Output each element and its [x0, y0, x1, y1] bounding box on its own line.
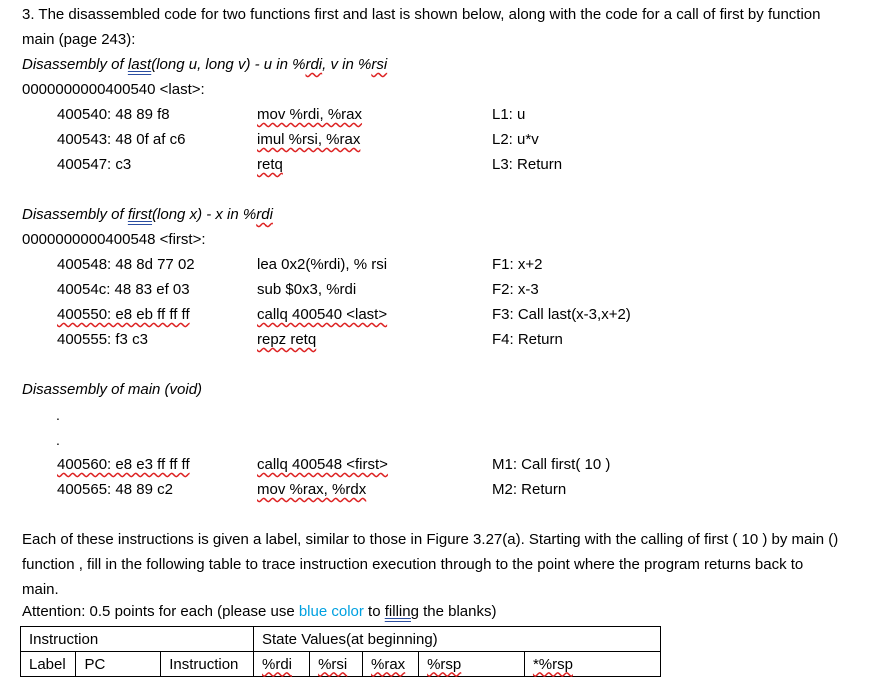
first-row-0-note: F1: x+2 [492, 256, 543, 273]
first-heading-name: first [127, 206, 153, 223]
attention-prefix: Attention: 0.5 points for each (please use [22, 603, 299, 620]
col-deref-rsp-text: *%rsp [532, 655, 573, 673]
main-ellipsis-2: . [56, 432, 60, 448]
attention-note [22, 602, 496, 622]
attention-blue-text: blue color [298, 603, 364, 620]
last-row-1-note: L2: u*v [492, 131, 539, 148]
first-row-3-note: F4: Return [492, 331, 563, 348]
first-label: 0000000000400548 <first>: [22, 231, 206, 248]
col-rsp-text: %rsp [427, 655, 462, 673]
main-heading: Disassembly of main (void) [22, 381, 203, 398]
col-label: Label [21, 652, 76, 677]
last-heading [22, 55, 387, 75]
last-heading-rdi: rdi [305, 56, 323, 73]
col-rax-text: %rax [371, 655, 406, 673]
first-row-3-instr: repz retq [257, 331, 317, 348]
first-heading-sig: (long x) - x in % [152, 206, 257, 223]
trace-table-header-row [21, 627, 661, 652]
main-row-0-instr: callq 400548 <first> [257, 456, 388, 473]
trace-table-column-row [21, 652, 661, 677]
last-heading-sig: (long u, long v) - u in % [151, 56, 306, 73]
paragraph-line-1: Each of these instructions is given a label, similar to those in Figure 3.27(a). Starting with the calling of first ( 10 ) by main () [22, 531, 839, 548]
last-row-2-instr: retq [257, 156, 283, 173]
col-rsi [310, 652, 363, 677]
first-row-1-addr: 40054c: 48 83 ef 03 [57, 281, 190, 298]
instructions-paragraph [22, 527, 862, 602]
last-row-1-instr: imul %rsi, %rax [257, 131, 361, 148]
col-rax [363, 652, 419, 677]
first-heading-rdi: rdi [256, 206, 273, 223]
main-row-0-addr: 400560: e8 e3 ff ff ff [57, 456, 190, 473]
main-row-1-addr: 400565: 48 89 c2 [57, 481, 173, 498]
main-ellipsis-1: . [56, 407, 60, 423]
first-row-2-note: F3: Call last(x-3,x+2) [492, 306, 631, 323]
last-heading-mid: , v in % [322, 56, 372, 73]
first-row-2-instr: callq 400540 <last> [257, 306, 388, 323]
first-row-2-addr: 400550: e8 eb ff ff ff [57, 306, 190, 323]
header-state-values: State Values(at beginning) [254, 627, 661, 652]
col-deref-rsp [524, 652, 660, 677]
first-row-0-addr: 400548: 48 8d 77 02 [57, 256, 195, 273]
last-heading-name: last [127, 56, 152, 73]
main-row-0-note: M1: Call first( 10 ) [492, 456, 611, 473]
main-row-1-note: M2: Return [492, 481, 567, 498]
attention-middle: to [363, 603, 385, 620]
question-intro-line-1: 3. The disassembled code for two functions first and last is shown below, along with the code for a call of first by function [22, 6, 821, 23]
question-intro-line-2: main (page 243): [22, 31, 136, 48]
col-pc: PC [76, 652, 161, 677]
first-row-3-addr: 400555: f3 c3 [57, 331, 148, 348]
last-heading-rsi: rsi [371, 56, 388, 73]
col-rsp [419, 652, 525, 677]
last-row-2-note: L3: Return [492, 156, 563, 173]
col-rdi [254, 652, 310, 677]
last-row-0-addr: 400540: 48 89 f8 [57, 106, 170, 123]
trace-table [20, 626, 661, 677]
attention-filling: filling [384, 603, 419, 620]
paragraph-line-2: function , fill in the following table to trace instruction execution through to the point where the program returns back to [22, 556, 804, 573]
last-label: 0000000000400540 <last>: [22, 81, 205, 98]
col-instruction: Instruction [161, 652, 254, 677]
last-row-0-instr: mov %rdi, %rax [257, 106, 363, 123]
attention-suffix: the blanks) [418, 603, 497, 620]
main-row-1-instr: mov %rax, %rdx [257, 481, 367, 498]
last-heading-prefix: Disassembly of [22, 56, 128, 73]
first-heading [22, 205, 273, 225]
header-instruction: Instruction [21, 627, 254, 652]
first-heading-prefix: Disassembly of [22, 206, 128, 223]
first-row-0-instr: lea 0x2(%rdi), % rsi [257, 256, 388, 273]
first-row-1-instr: sub $0x3, %rdi [257, 281, 357, 298]
col-rdi-text: %rdi [262, 655, 293, 673]
last-row-2-addr: 400547: c3 [57, 156, 132, 173]
paragraph-line-3: main. [22, 581, 59, 598]
first-row-1-note: F2: x-3 [492, 281, 539, 298]
last-row-1-addr: 400543: 48 0f af c6 [57, 131, 186, 148]
col-rsi-text: %rsi [318, 655, 348, 673]
last-row-0-note: L1: u [492, 106, 526, 123]
